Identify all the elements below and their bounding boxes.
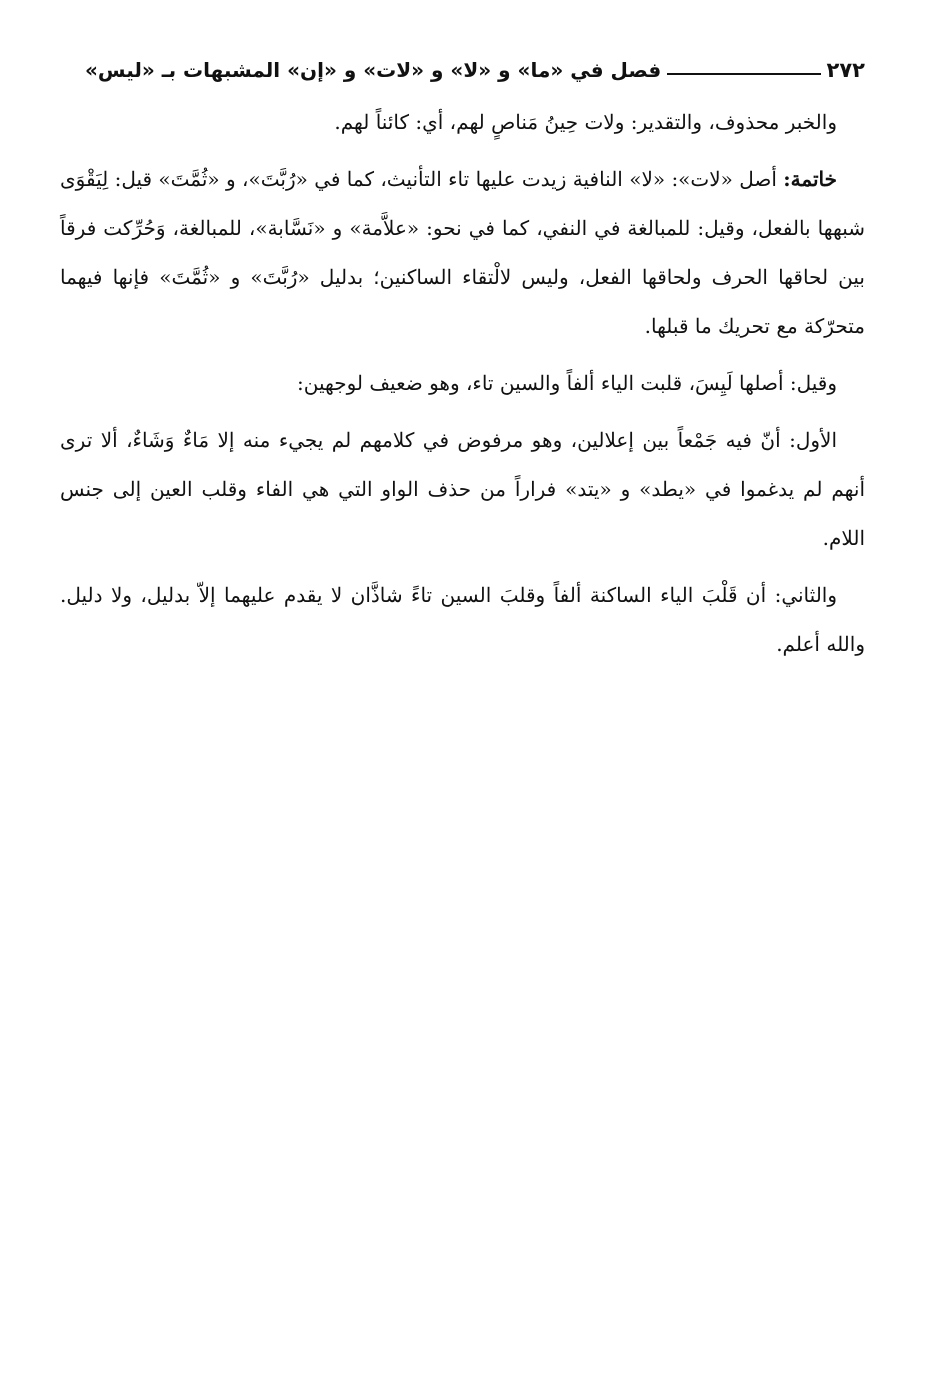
body-text [60,98,865,677]
running-header [85,50,865,90]
header-rule [667,73,820,75]
paragraph-laysa-origin [60,359,865,408]
paragraph-first-reason [60,416,865,563]
paragraph-predicate-omitted [60,98,865,147]
paragraph-text: وقيل: أصلها لَيِسَ، قلبت الياء ألفاً والسين تاء، وهو ضعيف لوجهين: [296,371,837,395]
paragraph-text: والثاني: أن قَلْبَ الياء الساكنة ألفاً وقلبَ السين تاءً شاذَّان لا يقدم عليهما إلاّ بدليل، ولا دليل. والله أعلم. [60,583,865,656]
paragraph-second-reason [60,571,865,669]
paragraph-lead: خاتمة: [783,167,837,191]
header-title: فصل في «ما» و «لا» و «لات» و «إن» المشبهات بـ «ليس» [85,58,662,82]
page-number: ٢٧٢ [826,58,865,82]
paragraph-khatima [60,155,865,351]
paragraph-text: والخبر محذوف، والتقدير: ولات حِينُ مَناصٍ لهم، أي: كائناً لهم. [334,110,837,134]
paragraph-text: الأول: أنّ فيه جَمْعاً بين إعلالين، وهو مرفوض في كلامهم لم يجيء منه إلا مَاءٌ وَشَاءٌ، ألا ترى أنهم لم يدغموا في «يطد» و «يتد» فراراً من حذف الواو التي هي الفاء وقلب العين إلى جنس اللام. [60,428,865,550]
paragraph-text: أصل «لات»: «لا» النافية زيدت عليها تاء التأنيث، كما في «رُبَّتَ»، و «ثُمَّتَ» قيل: لِيَقْوَى شبهها بالفعل، وقيل: للمبالغة في النفي، كما في نحو: «علاَّمة» و «نَسَّابة»، للمبالغة، وَحُرِّكت فرقاً بين لحاقها الحرف ولحاقها الفعل، وليس لالْتقاء الساكنين؛ بدليل «رُبَّتَ» و «ثُمَّتَ» فإنها فيهما متحرّكة مع تحريك ما قبلها. [60,167,865,338]
